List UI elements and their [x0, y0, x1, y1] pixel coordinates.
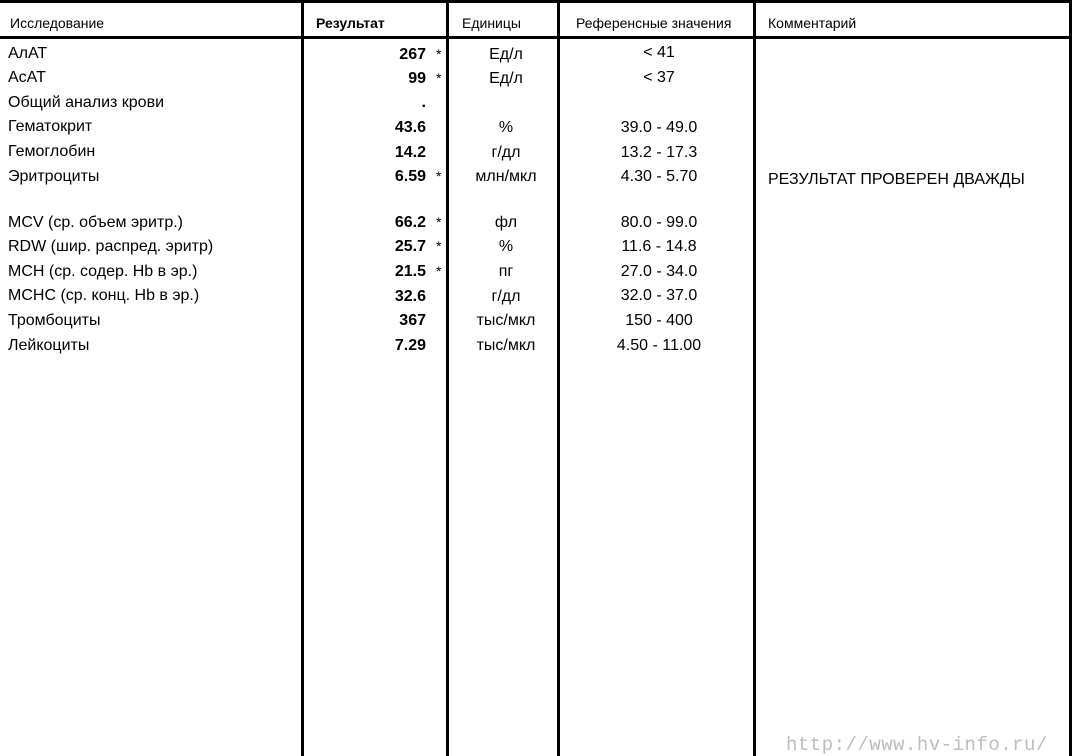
test-reference: < 37	[643, 69, 675, 86]
header-test: Исследование	[10, 15, 105, 31]
test-value: 66.2	[394, 214, 426, 231]
test-unit: млн/мкл	[475, 168, 537, 185]
test-reference: 4.50 - 11.00	[616, 337, 702, 354]
test-reference: < 41	[643, 44, 675, 61]
header-units: Единицы	[462, 15, 521, 31]
test-value: 21.5	[394, 263, 426, 280]
test-reference: 13.2 - 17.3	[620, 144, 698, 161]
column-divider-units	[446, 0, 449, 756]
result-comment: РЕЗУЛЬТАТ ПРОВЕРЕН ДВАЖДЫ	[768, 171, 1025, 188]
test-reference: 32.0 - 37.0	[620, 287, 698, 304]
test-unit: пг	[498, 263, 514, 280]
test-name: Гемоглобин	[8, 143, 96, 160]
test-reference: 4.30 - 5.70	[620, 168, 698, 185]
test-name: АсАТ	[8, 69, 46, 86]
column-divider-comment	[753, 0, 756, 756]
test-name: RDW (шир. распред. эритр)	[8, 238, 214, 255]
test-value: 367	[399, 312, 426, 329]
header-comment: Комментарий	[768, 15, 857, 31]
test-name: Тромбоциты	[8, 312, 101, 329]
test-unit: фл	[494, 214, 518, 231]
test-name: Общий анализ крови	[8, 94, 165, 111]
header-result: Результат	[316, 15, 385, 31]
test-name: MCHC (ср. конц. Hb в эр.)	[8, 287, 200, 304]
column-divider-reference	[557, 0, 560, 756]
test-value: 99	[408, 70, 426, 87]
header-reference: Референсные значения	[576, 15, 732, 31]
column-divider-result	[301, 0, 304, 756]
test-unit: г/дл	[491, 288, 521, 305]
test-reference: 27.0 - 34.0	[620, 263, 698, 280]
test-value: 32.6	[394, 288, 426, 305]
header-bottom-border	[0, 36, 1072, 39]
abnormal-flag: *	[436, 70, 442, 86]
test-unit: тыс/мкл	[476, 337, 536, 354]
test-value: 14.2	[394, 144, 426, 161]
test-value: 267	[399, 46, 426, 63]
test-name: Гематокрит	[8, 118, 93, 135]
test-reference: 80.0 - 99.0	[620, 214, 698, 231]
test-unit: %	[498, 119, 514, 136]
test-value: 7.29	[394, 337, 426, 354]
test-value: 25.7	[394, 238, 426, 255]
test-name: MCV (ср. объем эритр.)	[8, 214, 183, 231]
test-reference: 11.6 - 14.8	[621, 238, 697, 255]
test-name: MCH (ср. содер. Hb в эр.)	[8, 263, 198, 280]
abnormal-flag: *	[436, 168, 442, 184]
test-name: АлАТ	[8, 45, 48, 62]
test-reference: 150 - 400	[625, 312, 693, 329]
test-unit: %	[498, 238, 514, 255]
abnormal-flag: *	[436, 263, 442, 279]
abnormal-flag: *	[436, 238, 442, 254]
test-unit: Ед/л	[489, 46, 523, 63]
watermark-url: http://www.hv-info.ru/	[786, 734, 1048, 756]
test-value: 43.6	[394, 119, 426, 136]
test-name: Лейкоциты	[8, 337, 90, 354]
test-unit: Ед/л	[489, 70, 523, 87]
abnormal-flag: *	[436, 214, 442, 230]
test-unit: г/дл	[491, 144, 521, 161]
test-unit: тыс/мкл	[476, 312, 536, 329]
test-value: .	[421, 94, 426, 111]
test-name: Эритроциты	[8, 168, 100, 185]
test-reference: 39.0 - 49.0	[620, 119, 698, 136]
table-top-border	[0, 0, 1072, 3]
abnormal-flag: *	[436, 46, 442, 62]
test-value: 6.59	[394, 168, 426, 185]
